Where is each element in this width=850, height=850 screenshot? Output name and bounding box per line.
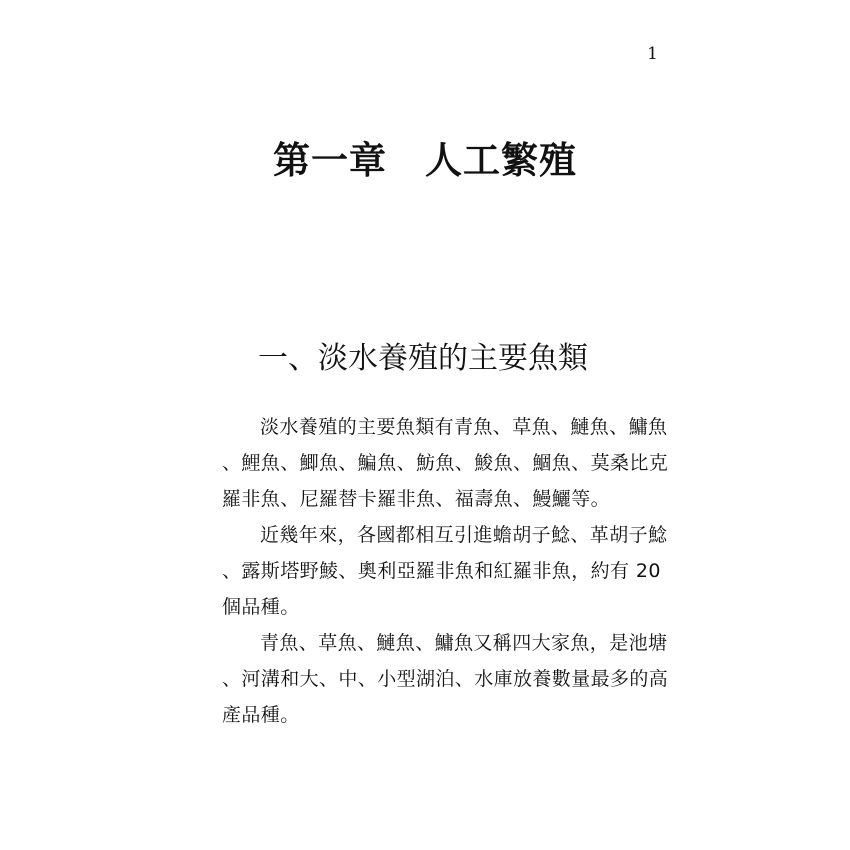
paragraph-line: 、鯉魚、鯽魚、鯿魚、魴魚、鮻魚、鯝魚、莫桑比克 — [222, 452, 669, 474]
paragraph-line: 個品種。 — [222, 596, 300, 618]
chapter-title: 第一章 人工繁殖 — [273, 139, 577, 182]
paragraph — [222, 625, 669, 733]
paragraph-line: 、河溝和大、中、小型湖泊、水庫放養數量最多的高 — [222, 668, 669, 690]
paragraph-line: 羅非魚、尼羅替卡羅非魚、福壽魚、鰻鱺等。 — [222, 488, 611, 510]
page-number: 1 — [647, 44, 658, 64]
paragraph — [222, 517, 668, 625]
body-text — [222, 409, 669, 733]
paragraph-line: 淡水養殖的主要魚類有青魚、草魚、鰱魚、鱅魚 — [260, 416, 668, 438]
paragraph-line: 、露斯塔野鯪、奧利亞羅非魚和紅羅非魚，約有 20 — [222, 560, 661, 582]
section-title: 一、淡水養殖的主要魚類 — [258, 341, 588, 376]
paragraph-line: 產品種。 — [222, 704, 300, 726]
paragraph — [222, 409, 669, 517]
paragraph-line: 青魚、草魚、鰱魚、鱅魚又稱四大家魚，是池塘 — [260, 632, 668, 654]
paragraph-line: 近幾年來，各國都相互引進蟾胡子鯰、革胡子鯰 — [260, 524, 668, 546]
